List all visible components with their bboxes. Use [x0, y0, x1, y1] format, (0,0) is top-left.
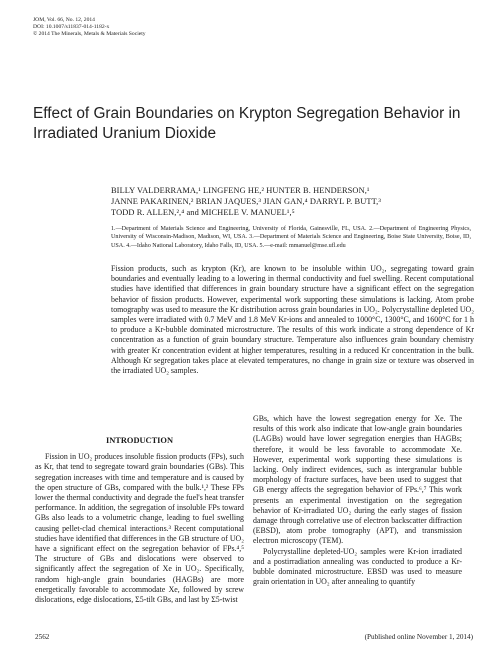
- intro-paragraph: Polycrystalline depleted-UO₂ samples were Kr-ion irradiated and a postirradiation annealing was conducted to produce a Kr-bubble dominated microstructure. EBSD was used to measure grain orientation in UO₂ after annealing to quantify: [253, 546, 462, 587]
- section-heading: INTRODUCTION: [105, 436, 173, 445]
- left-column: [35, 430, 244, 605]
- journal-info: [33, 17, 146, 37]
- journal-doi: DOI: 10.1007/s11837-014-1182-x: [33, 23, 110, 30]
- affiliations: 1.—Department of Materials Science and Engineering, University of Florida, Gainesville, FL, USA. 2.—Department of Engineering Physics, University of Wisconsin-Madison, Madison, WI, USA. 3.—Department of Materials Science and Engineering, Boise State University, Boise, ID, USA. 4.—Idaho National Laboratory, Idaho Falls, ID, USA. 5.—e-mail: mmanuel@mse.ufl.edu: [111, 226, 471, 249]
- journal-volume: JOM, Vol. 66, No. 12, 2014: [33, 17, 95, 23]
- abstract: Fission products, such as krypton (Kr), are known to be insoluble within UO₂, segregating toward grain boundaries and eventually leading to a lowering in thermal conductivity and fuel swelling. Recent computational studies have identified that differences in grain boundary structure have a significant effect on the segregation behavior of fission products. However, experimental work supporting these simulations is lacking. Atom probe tomography was used to measure the Kr distribution across grain boundaries in UO₂. Polycrystalline depleted UO₂ samples were irradiated with 0.7 MeV and 1.8 MeV Kr-ions and annealed to 1000°C, 1300°C, and 1600°C for 1 h to produce a Kr-bubble dominated microstructure. The results of this work indicate a strong dependence of Kr concentration as a function of grain boundary structure. Temperature also influences grain boundary chemistry with greater Kr concentration evident at higher temperatures, resulting in a reduced Kr concentration in the bulk. Although Kr segregation takes place at elevated temperatures, no change in grain size or texture was observed in the irradiated UO₂ samples.: [111, 264, 474, 376]
- right-column: [253, 414, 462, 587]
- intro-paragraph: GBs, which have the lowest segregation energy for Xe. The results of this work also indicate that low-angle grain boundaries (LAGBs) would have lower segregation energies than HAGBs; therefore, it would be less favorable to accommodate Xe. However, experimental work supporting these simulations is lacking. Only indirect evidences, such as intergranular bubble morphology of fracture surfaces, have been used to suggest that GB energy affects the segregation behavior of FPs.⁶,⁷ This work presents an experimental investigation on the segregation behavior of Kr-irradiated UO₂ during the early stages of fission damage through correlative use of electron backscatter diffraction (EBSD), atom probe tomography (APT), and transmission electron microscopy (TEM).: [253, 414, 462, 546]
- author-line: BILLY VALDERRAMA,¹ LINGFENG HE,² HUNTER B. HENDERSON,¹: [111, 186, 370, 195]
- journal-copyright: © 2014 The Minerals, Metals & Materials Society: [33, 30, 146, 37]
- author-list: [111, 185, 471, 218]
- intro-paragraph: Fission in UO₂ produces insoluble fission products (FPs), such as Kr, that tend to segregate toward grain boundaries (GBs). This segregation increases with time and temperature and is caused by the open structure of GBs, compared with the bulk.¹,² These FPs lower the thermal conductivity and degrade the fuel's heat transfer performance. In addition, the segregation of insoluble FPs toward GBs also leads to a volumetric change, leading to fuel swelling causing pellet-clad chemical interactions.³ Recent computational studies have identified that differences in the GB structure of UO₂ have a significant effect on the segregation behavior of FPs.⁴,⁵ The structure of GBs and dislocations were observed to significantly affect the segregation of Xe in UO₂. Specifically, random high-angle grain boundaries (HAGBs) are more energetically favorable to accommodate Xe, followed by screw dislocations, edge dislocations, Σ5-tilt GBs, and last by Σ5-twist: [35, 452, 244, 605]
- author-line: TODD R. ALLEN,²,⁴ and MICHELE V. MANUEL¹,⁵: [111, 208, 295, 217]
- author-line: JANNE PAKARINEN,² BRIAN JAQUES,³ JIAN GAN,⁴ DARRYL P. BUTT,³: [111, 197, 381, 206]
- publication-date: (Published online November 1, 2014): [364, 633, 473, 641]
- paper-title: Effect of Grain Boundaries on Krypton Segregation Behavior in Irradiated Uranium Dioxide: [33, 105, 461, 142]
- page-number: 2562: [35, 633, 50, 641]
